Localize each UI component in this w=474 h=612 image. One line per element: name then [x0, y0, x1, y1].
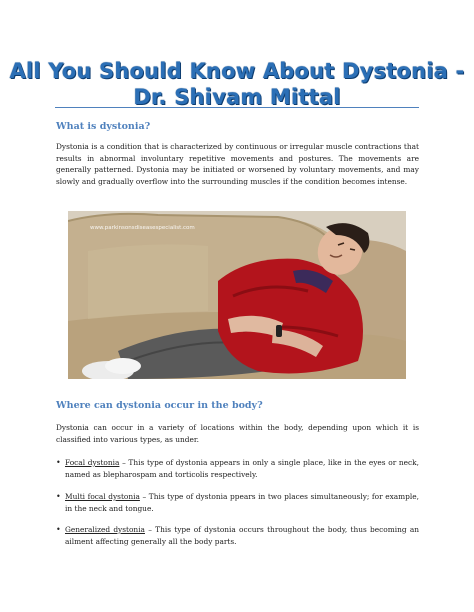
photo-illustration [68, 211, 406, 379]
bullet-icon: • [56, 525, 61, 534]
list-item-text [65, 491, 419, 514]
desc-focal: – This type of dystonia appears in only a single place, like in the eyes or neck, named as blepharospam and torticolis respectively. [65, 458, 419, 479]
dystonia-patient-photo [68, 211, 406, 379]
term-generalized: Generalized dystonia [65, 525, 145, 534]
bullet-icon: • [56, 492, 61, 501]
title-line-1: All You Should Know About Dystonia - [9, 59, 465, 83]
list-item-text [65, 524, 419, 547]
title-line-2: Dr. Shivam Mittal [133, 85, 341, 109]
location-intro-paragraph: Dystonia can occur in a variety of locations within the body, depending upon which it is classified into various types, as under. [56, 423, 419, 444]
bullet-icon: • [56, 458, 61, 467]
definition-paragraph: Dystonia is a condition that is characterized by continuous or irregular muscle contractions that results in abnormal involuntary repetitive movements and postures. The movements are generally patterned. Dystonia may be initiated or worsened by voluntary movements, and may slowly and gradually overflow into the surrounding muscles if the condition becomes intense. [56, 142, 419, 186]
term-focal: Focal dystonia [65, 458, 120, 467]
document-title [0, 58, 474, 110]
section-heading-what-is: What is dystonia? [56, 121, 151, 132]
desc-multi-focal: – This type of dystonia ppears in two places simultaneously; for example, in the neck and tongue. [65, 492, 419, 513]
list-item-text [65, 457, 419, 480]
desc-generalized: – This type of dystonia occurs throughout the body, thus becoming an ailment affecting generally all the body parts. [65, 525, 419, 546]
photo-watermark: www.parkinsonsdiseasespecialist.com [90, 225, 195, 231]
term-multi-focal: Multi focal dystonia [65, 492, 140, 501]
title-divider [55, 107, 419, 108]
section-heading-where: Where can dystonia occur in the body? [56, 400, 263, 411]
